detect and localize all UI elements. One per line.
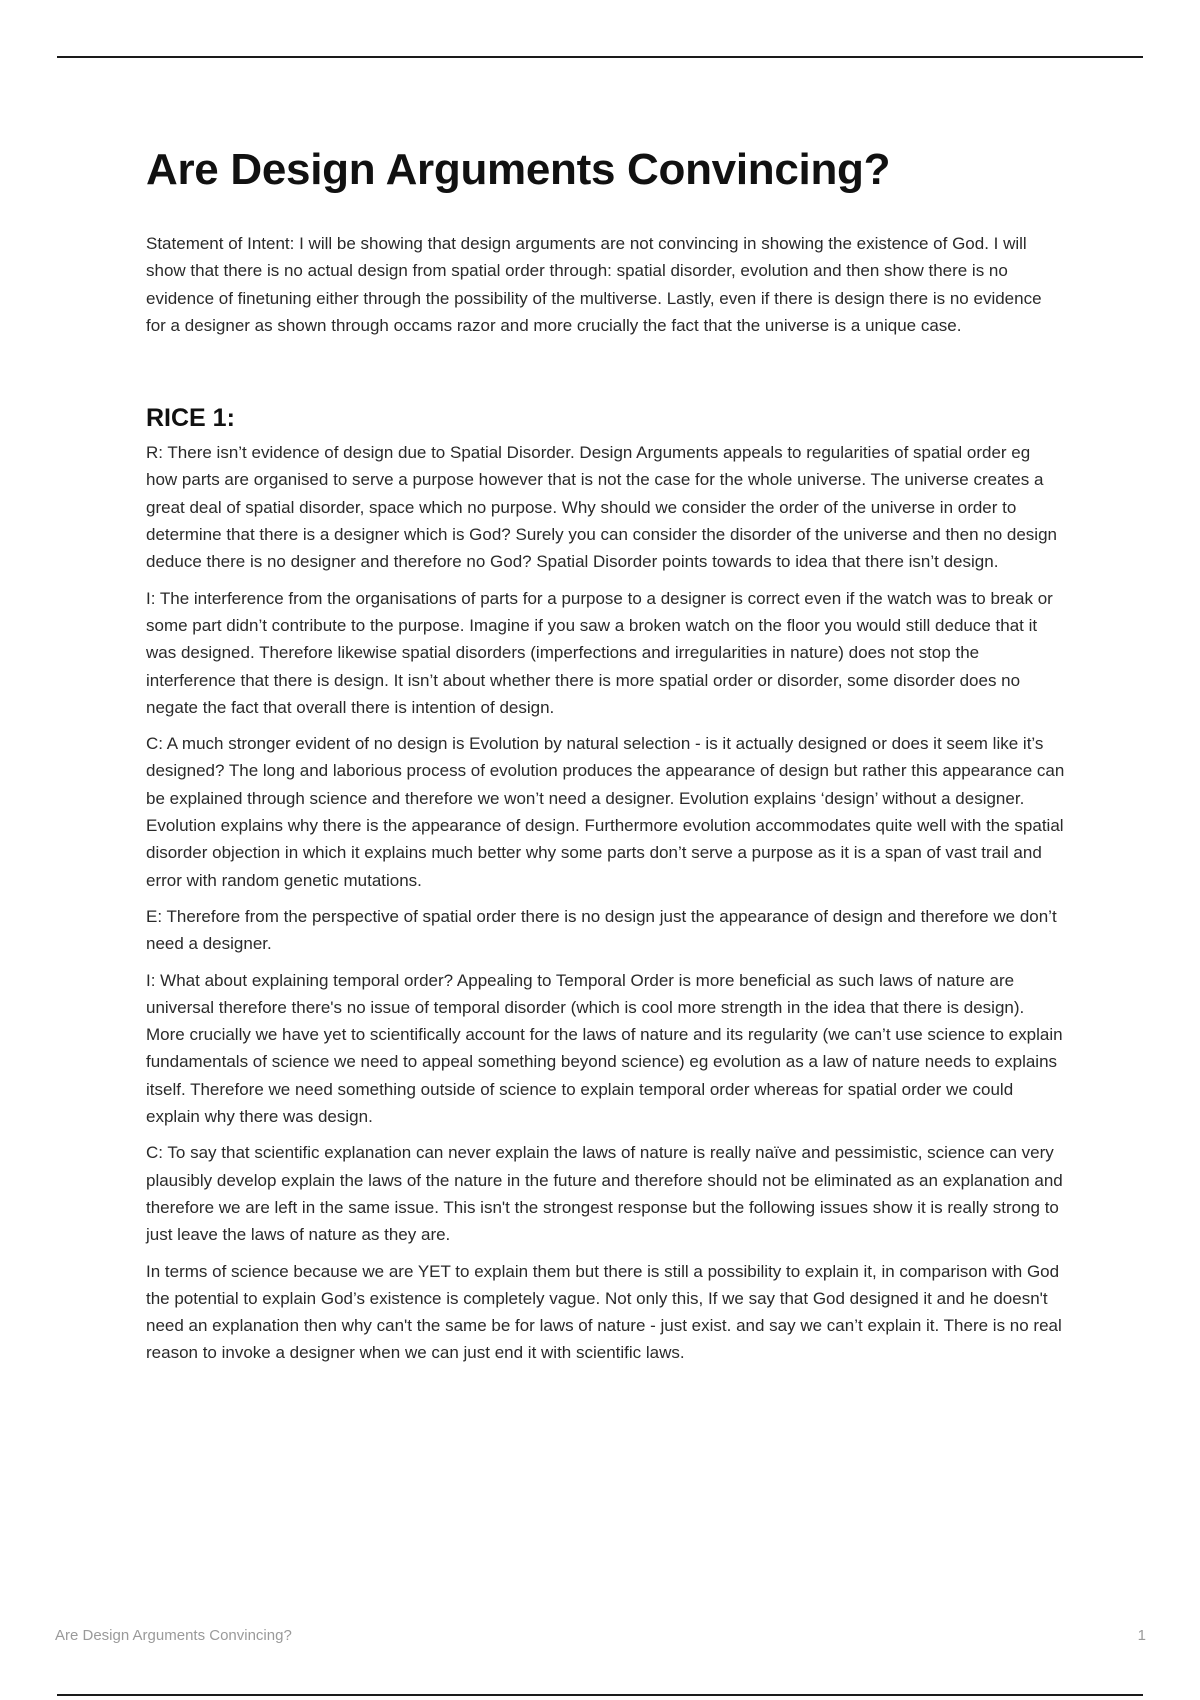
page-number: 1 — [1137, 1627, 1146, 1644]
top-divider — [57, 56, 1143, 58]
bottom-divider — [57, 1694, 1143, 1696]
section-heading: RICE 1: — [146, 404, 235, 433]
document-content — [146, 140, 1066, 1376]
paragraph-conclusion: In terms of science because we are YET to explain them but there is still a possibility to explain it, in comparison with God the potential to explain God’s existence is completely vague. Not only this, If we say that God designed it and he doesn't need an explanation then why can't the same be for laws of nature - just exist. and say we can’t explain it. There is no real reason to invoke a designer when we can just end it with scientific laws. — [146, 1261, 1062, 1363]
paragraph-c-temporal: C: To say that scientific explanation can never explain the laws of nature is really naïve and pessimistic, science can very plausibly develop explain the laws of the nature in the future and therefore should not be eliminated as an explanation and therefore we are left in the same issue. This isn't the strongest response but the following issues show it is really strong to just leave the laws of nature as they are. — [146, 1143, 1063, 1245]
page-title: Are Design Arguments Convincing? — [146, 145, 891, 194]
paragraph-i-temporal: I: What about explaining temporal order? Appealing to Temporal Order is more beneficial as such laws of nature are universal therefore there's no issue of temporal disorder (which is cool more strength in the idea that there is design). More crucially we have yet to scientifically account for the laws of nature and its regularity (we can’t use science to explain fundamentals of science we need to appeal something beyond science) eg evolution as a law of nature needs to explains itself. Therefore we need something outside of science to explain temporal order whereas for spatial order we could explain why there was design. — [146, 970, 1063, 1127]
paragraph-e: E: Therefore from the perspective of spatial order there is no design just the appearance of design and therefore we don’t need a designer. — [146, 906, 1057, 954]
statement-of-intent: Statement of Intent: I will be showing that design arguments are not convincing in showing the existence of God. I will show that there is no actual design from spatial order through: spatial disorder, evolution and then show there is no evidence of finetuning either through the possibility of the multiverse. Lastly, even if there is design there is no evidence for a designer as shown through occams razor and more crucially the fact that the universe is a unique case. — [146, 234, 1042, 335]
paragraph-c: C: A much stronger evident of no design is Evolution by natural selection - is it actually designed or does it seem like it’s designed? The long and laborious process of evolution produces the appearance of design but rather this appearance can be explained through science and therefore we won’t need a designer. Evolution explains ‘design’ without a designer. Evolution explains why there is the appearance of design. Furthermore evolution accommodates quite well with the spatial disorder objection in which it explains much better why some parts don’t serve a purpose as it is a span of vast trail and error with random genetic mutations. — [146, 734, 1065, 890]
footer-title: Are Design Arguments Convincing? — [55, 1627, 292, 1644]
paragraph-r: R: There isn’t evidence of design due to Spatial Disorder. Design Arguments appeals to regularities of spatial order eg how parts are organised to serve a purpose however that is not the case for the whole universe. The universe creates a great deal of spatial disorder, space which no purpose. Why should we consider the order of the universe in order to determine that there is a designer which is God? Surely you can consider the disorder of the universe and then no design deduce there is no designer and therefore no God? Spatial Disorder points towards to idea that there isn’t design. — [146, 443, 1057, 572]
section-body — [146, 439, 1066, 1367]
paragraph-i: I: The interference from the organisations of parts for a purpose to a designer is correct even if the watch was to break or some part didn’t contribute to the purpose. Imagine if you saw a broken watch on the floor you would still deduce that it was designed. Therefore likewise spatial disorders (imperfections and irregularities in nature) does not stop the interference that there is design. It isn’t about whether there is more spatial order or disorder, some disorder does no negate the fact that overall there is intention of design. — [146, 588, 1053, 717]
